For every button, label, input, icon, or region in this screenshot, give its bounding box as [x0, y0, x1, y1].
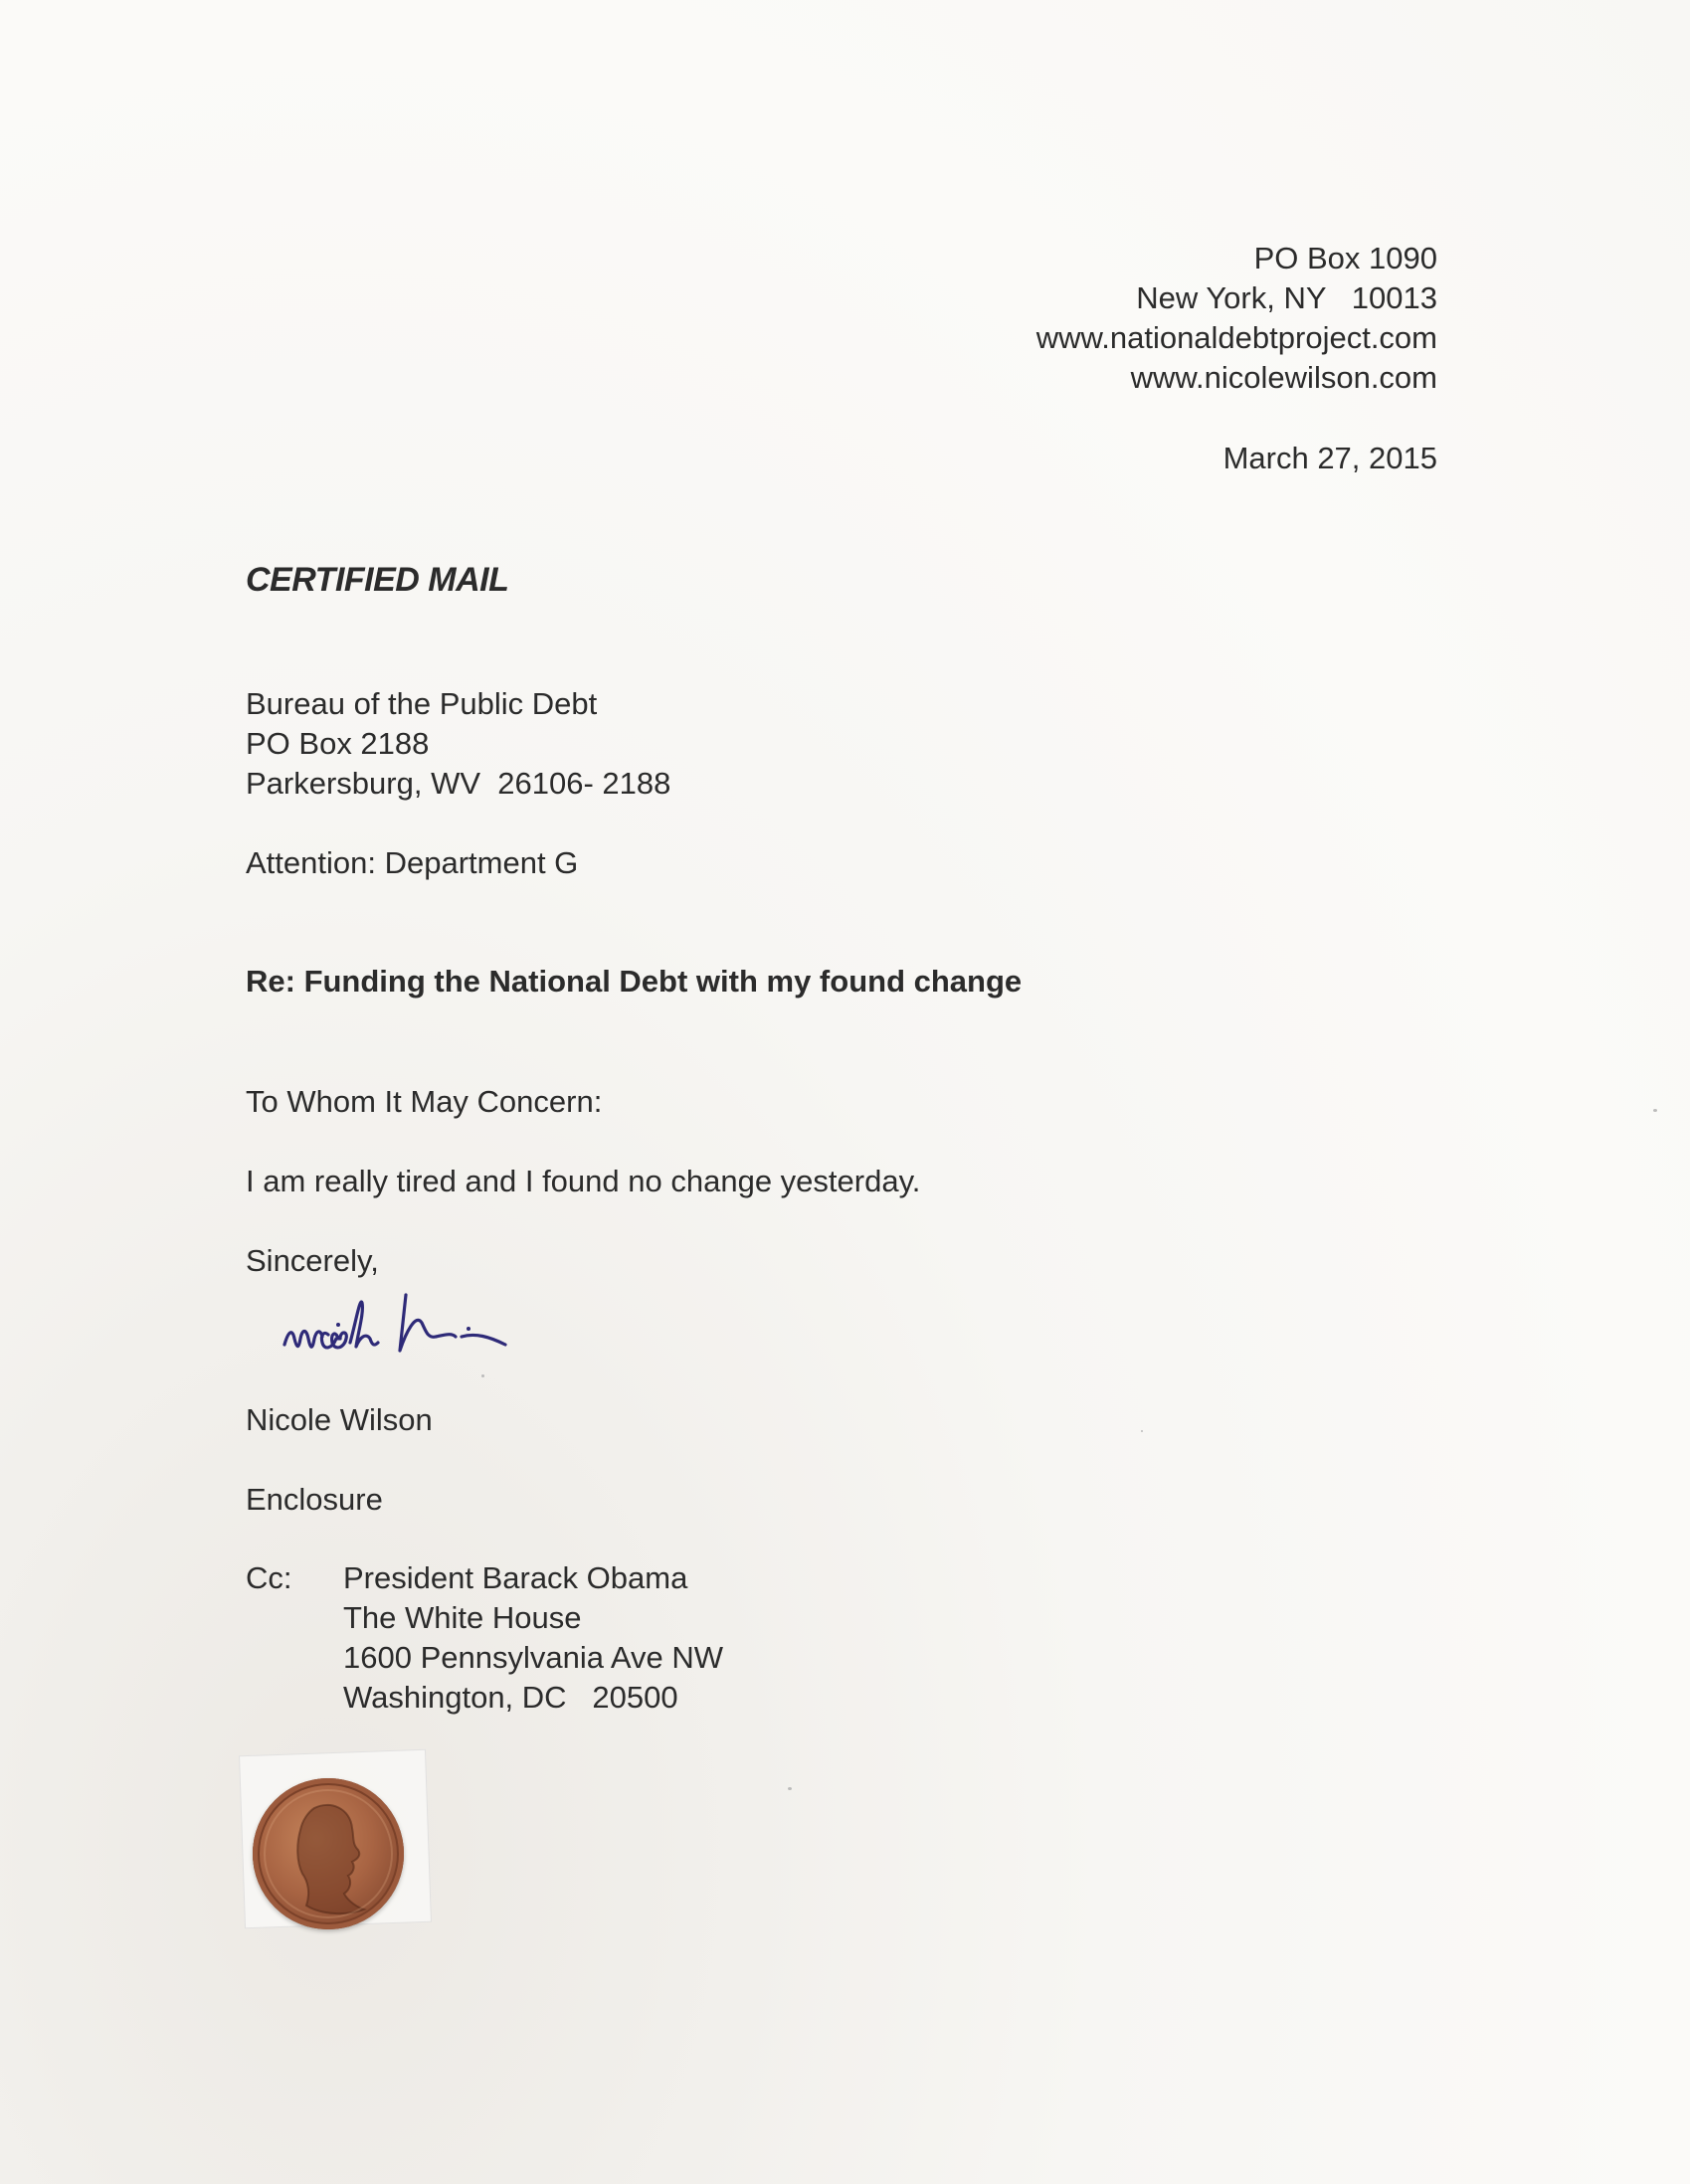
paper-speck	[788, 1787, 792, 1790]
sender-line: New York, NY 10013	[1136, 280, 1437, 315]
signer-name: Nicole Wilson	[246, 1402, 433, 1437]
recipient-line: Parkersburg, WV 26106- 2188	[246, 766, 671, 801]
closing: Sincerely,	[246, 1243, 379, 1278]
sender-line: PO Box 1090	[1253, 241, 1437, 275]
paper-speck	[481, 1374, 484, 1377]
cc-label: Cc:	[246, 1560, 292, 1595]
enclosure-note: Enclosure	[246, 1482, 383, 1517]
paper-speck	[1141, 1430, 1143, 1432]
recipient-address	[246, 684, 670, 804]
recipient-line: PO Box 2188	[246, 726, 430, 761]
cc-line: President Barack Obama	[343, 1560, 688, 1595]
cc-line: 1600 Pennsylvania Ave NW	[343, 1640, 723, 1675]
handwritten-signature	[277, 1273, 615, 1367]
certified-mail-heading: CERTIFIED MAIL	[246, 561, 509, 599]
recipient-line: Bureau of the Public Debt	[246, 686, 598, 721]
penny-coin	[253, 1778, 404, 1929]
lincoln-profile-icon	[253, 1778, 404, 1929]
letter-date: March 27, 2015	[1222, 441, 1437, 475]
salutation: To Whom It May Concern:	[246, 1084, 603, 1119]
sender-website: www.nicolewilson.com	[1130, 360, 1437, 395]
attention-line: Attention: Department G	[246, 845, 579, 880]
cc-address	[343, 1558, 723, 1718]
subject-line: Re: Funding the National Debt with my found change	[246, 964, 1023, 999]
paper-speck	[1653, 1109, 1657, 1112]
letter-body: I am really tired and I found no change yesterday.	[246, 1164, 921, 1198]
sender-address	[1036, 239, 1437, 398]
sender-website: www.nationaldebtproject.com	[1035, 320, 1437, 355]
cc-line: The White House	[343, 1600, 582, 1635]
cc-line: Washington, DC 20500	[343, 1680, 678, 1715]
